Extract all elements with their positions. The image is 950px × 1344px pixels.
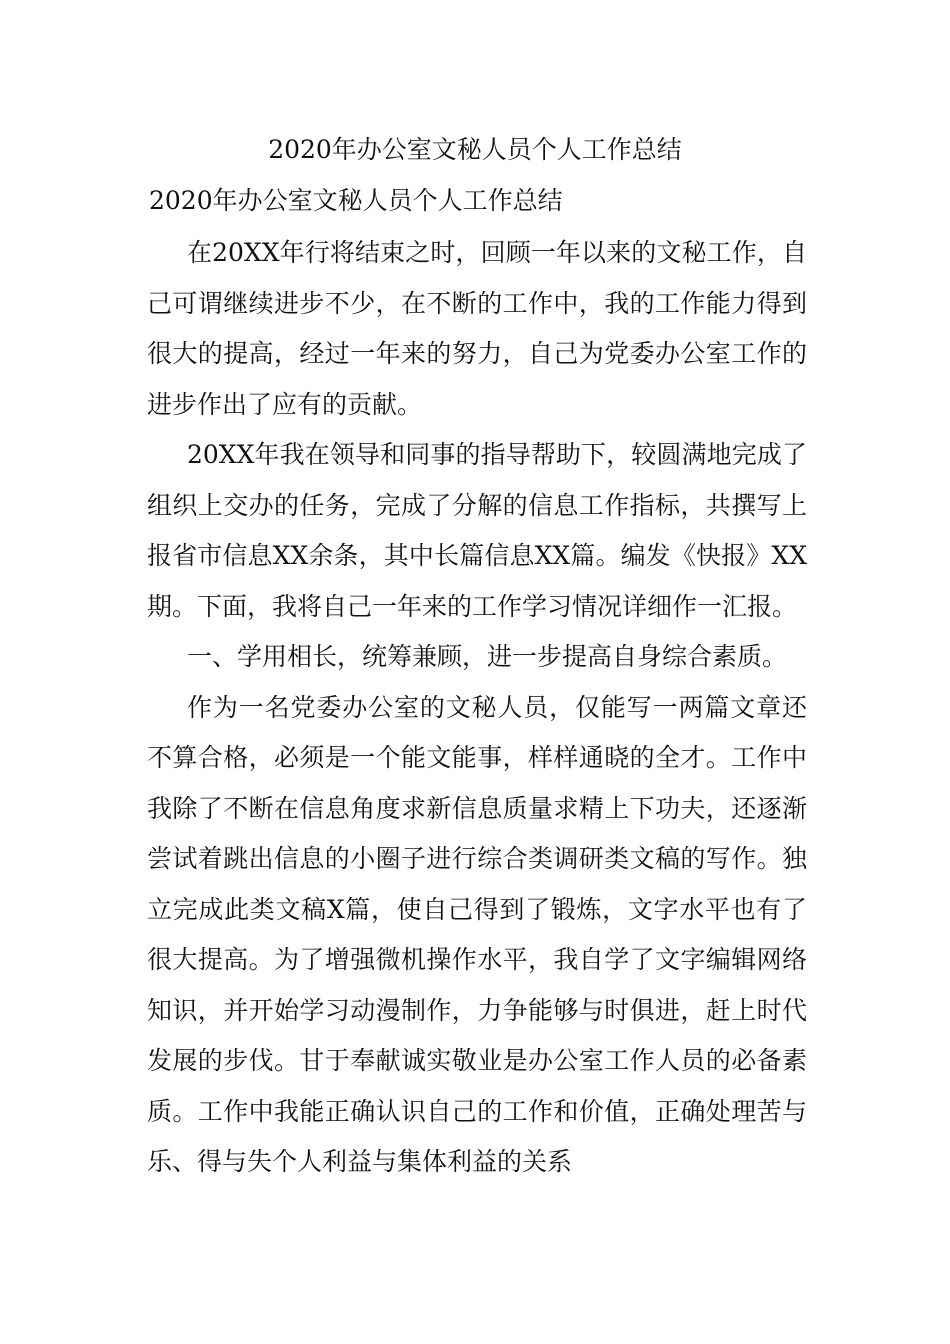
- document-subtitle: 2020年办公室文秘人员个人工作总结: [149, 186, 563, 215]
- document-body: [147, 228, 807, 1188]
- document-title: 2020年办公室文秘人员个人工作总结: [268, 135, 682, 164]
- paragraph: 在20XX年行将结束之时，回顾一年以来的文秘工作，自己可谓继续进步不少，在不断的工作中，我的工作能力得到很大的提高，经过一年来的努力，自己为党委办公室工作的进步作出了应有的贡献。: [147, 238, 807, 419]
- section-heading: 一、学用相长，统筹兼顾，进一步提高自身综合素质。: [187, 642, 788, 671]
- paragraph: 作为一名党委办公室的文秘人员，仅能写一两篇文章还不算合格，必须是一个能文能事，样样通晓的全才。工作中我除了不断在信息角度求新信息质量求精上下功夫，还逐渐尝试着跳出信息的小圈子进行综合类调研类文稿的写作。独立完成此类文稿X篇，使自己得到了锻炼，文字水平也有了很大提高。为了增强微机操作水平，我自学了文字编辑网络知识，并开始学习动漫制作，力争能够与时俱进，赶上时代发展的步伐。甘于奉献诚实敬业是办公室工作人员的必备素质。工作中我能正确认识自己的工作和价值，正确处理苦与乐、得与失个人利益与集体利益的关系: [147, 692, 807, 1176]
- paragraph: 20XX年我在领导和同事的指导帮助下，较圆满地完成了组织上交办的任务，完成了分解的信息工作指标，共撰写上报省市信息XX余条，其中长篇信息XX篇。编发《快报》XX期。下面，我将自己一年来的工作学习情况详细作一汇报。: [147, 440, 807, 621]
